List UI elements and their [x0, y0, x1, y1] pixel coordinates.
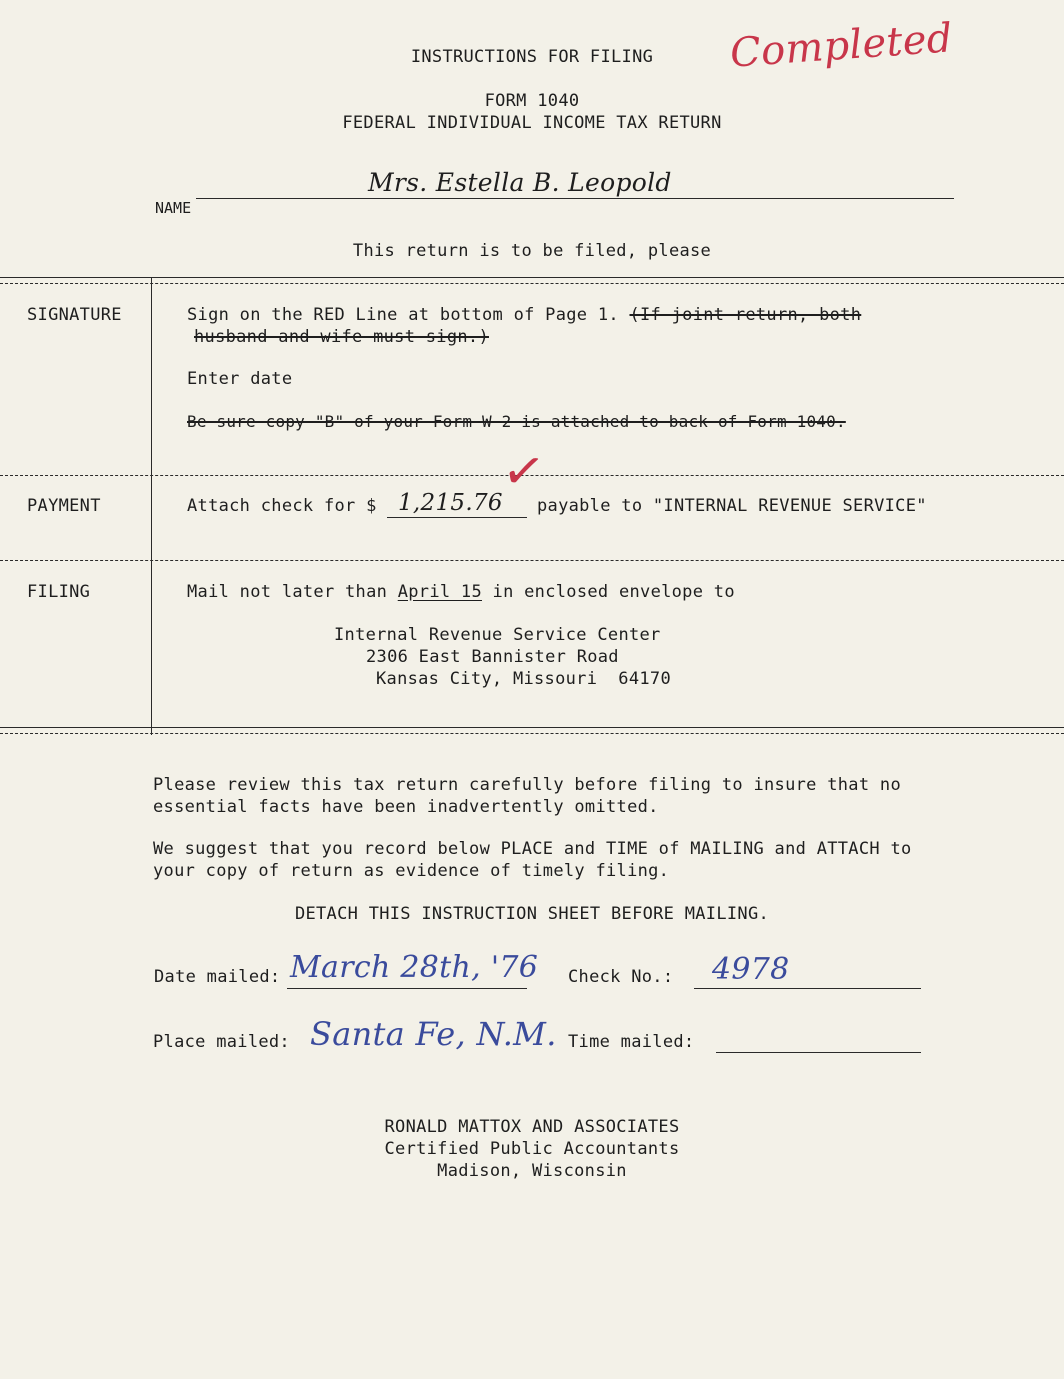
date-mailed-value: March 28th, '76	[290, 950, 539, 985]
check-number-line	[694, 988, 921, 989]
taxpayer-name: Mrs. Estella B. Leopold	[368, 168, 672, 197]
table-column-divider	[151, 277, 152, 735]
name-label: NAME	[155, 199, 192, 217]
time-mailed-line	[716, 1052, 921, 1053]
table-top-rule	[0, 277, 1064, 278]
filing-intro: This return is to be filed, please	[352, 241, 712, 261]
form-title: FEDERAL INDIVIDUAL INCOME TAX RETURN	[342, 113, 722, 133]
check-number-label: Check No.:	[568, 967, 674, 987]
firm-city: Madison, Wisconsin	[437, 1161, 627, 1181]
form-number: FORM 1040	[484, 91, 580, 111]
firm-name: RONALD MATTOX AND ASSOCIATES	[384, 1117, 680, 1137]
name-line	[196, 198, 954, 199]
signature-instruction: Sign on the RED Line at bottom of Page 1. (If joint return, both	[187, 305, 862, 325]
date-mailed-line	[287, 988, 527, 989]
check-number-value: 4978	[712, 952, 790, 987]
address-line-1: Internal Revenue Service Center	[334, 625, 661, 645]
payment-instruction: Attach check for $	[187, 496, 377, 516]
completed-stamp: Completed	[728, 15, 955, 77]
detach-note: DETACH THIS INSTRUCTION SHEET BEFORE MAILING.	[294, 904, 770, 924]
w2-instruction-struck: Be sure copy "B" of your Form W-2 is attached to back of Form 1040.	[187, 412, 846, 431]
filing-instruction: Mail not later than April 15 in enclosed envelope to	[187, 582, 735, 602]
time-mailed-label: Time mailed:	[568, 1032, 695, 1052]
table-bottom-rule-2	[0, 733, 1064, 734]
signature-label: SIGNATURE	[27, 305, 122, 325]
firm-title: Certified Public Accountants	[384, 1139, 680, 1159]
address-line-3: Kansas City, Missouri 64170	[376, 669, 671, 689]
check-mark: ✓	[501, 432, 546, 506]
date-mailed-label: Date mailed:	[154, 967, 281, 987]
payment-amount: 1,215.76	[398, 490, 503, 516]
suggest-note-1: We suggest that you record below PLACE and TIME of MAILING and ATTACH to	[153, 839, 912, 859]
review-note-2: essential facts have been inadvertently omitted.	[153, 797, 659, 817]
payment-label: PAYMENT	[27, 496, 101, 516]
row-divider-2	[0, 560, 1064, 561]
signature-instruction-struck: husband and wife must sign.)	[194, 327, 489, 347]
filing-label: FILING	[27, 582, 91, 602]
place-mailed-value: Santa Fe, N.M.	[310, 1015, 557, 1053]
suggest-note-2: your copy of return as evidence of timely filing.	[153, 861, 670, 881]
place-mailed-label: Place mailed:	[153, 1032, 290, 1052]
table-top-rule-2	[0, 283, 1064, 284]
sheet-title: INSTRUCTIONS FOR FILING	[410, 47, 654, 67]
enter-date-instruction: Enter date	[187, 369, 293, 389]
payment-payee: payable to "INTERNAL REVENUE SERVICE"	[537, 496, 927, 516]
address-line-2: 2306 East Bannister Road	[366, 647, 619, 667]
table-bottom-rule	[0, 727, 1064, 728]
review-note-1: Please review this tax return carefully before filing to insure that no	[153, 775, 901, 795]
amount-line	[387, 517, 527, 518]
